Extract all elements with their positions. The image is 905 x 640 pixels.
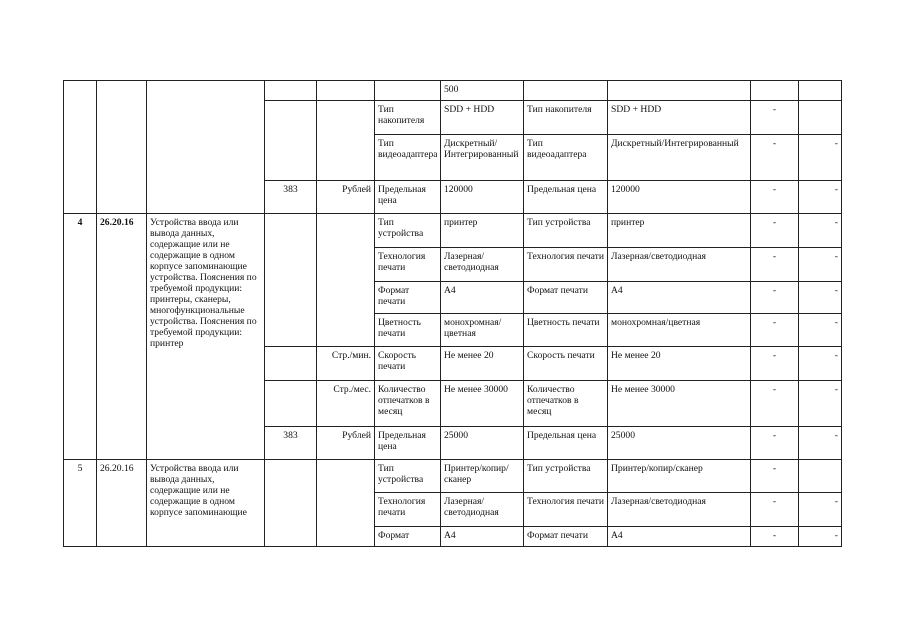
mark-cell: - [799, 493, 842, 527]
characteristic-cell: Скорость печати [375, 347, 441, 381]
value-cell: Принтер/копир/сканер [608, 460, 751, 493]
unit-cell [317, 460, 375, 547]
characteristic-cell: Формат печати [524, 282, 608, 314]
value-cell: А4 [441, 527, 524, 547]
mark-cell: - [751, 527, 799, 547]
unit-cell [317, 81, 375, 101]
mark-cell: - [799, 381, 842, 427]
okei-code-cell [265, 214, 317, 347]
value-cell: Дискретный/Интегрированный [608, 135, 751, 181]
unit-cell: Стр./мес. [317, 381, 375, 427]
mark-cell [751, 81, 799, 101]
characteristic-cell: Тип устройства [375, 460, 441, 493]
characteristic-cell: Цветность печати [375, 314, 441, 347]
characteristic-cell: Предельная цена [375, 181, 441, 214]
mark-cell: - [799, 314, 842, 347]
mark-cell: - [799, 427, 842, 460]
mark-cell: - [799, 282, 842, 314]
mark-cell: - [751, 493, 799, 527]
value-cell: 25000 [608, 427, 751, 460]
okei-code-cell: 383 [265, 427, 317, 460]
characteristic-cell: Тип устройства [375, 214, 441, 248]
mark-cell [799, 81, 842, 101]
characteristic-cell: Тип видеоадаптера [375, 135, 441, 181]
value-cell: Дискретный/Интегрированный [441, 135, 524, 181]
characteristic-cell: Технология печати [375, 493, 441, 527]
value-cell: А4 [608, 527, 751, 547]
mark-cell: - [799, 135, 842, 181]
mark-cell: - [799, 248, 842, 282]
okei-code-cell: 383 [265, 181, 317, 214]
table-row [64, 81, 842, 101]
product-name-cell: Устройства ввода или вывода данных, содержащие или не содержащие в одном корпусе запоминающие [147, 460, 265, 547]
unit-cell: Стр./мин. [317, 347, 375, 381]
characteristic-cell: Цветность печати [524, 314, 608, 347]
product-name-cell [147, 81, 265, 214]
mark-cell: - [799, 214, 842, 248]
value-cell: Не менее 30000 [441, 381, 524, 427]
mark-cell: - [751, 135, 799, 181]
characteristic-cell: Скорость печати [524, 347, 608, 381]
characteristic-cell: Формат печати [524, 527, 608, 547]
characteristic-cell: Тип накопителя [524, 101, 608, 135]
okei-code-cell [265, 347, 317, 381]
characteristic-cell: Технология печати [524, 493, 608, 527]
okei-code-cell [265, 381, 317, 427]
okei-code-cell [265, 101, 317, 181]
value-cell: монохромная/цветная [441, 314, 524, 347]
mark-cell: - [751, 314, 799, 347]
okei-code-cell [265, 81, 317, 101]
value-cell: 25000 [441, 427, 524, 460]
characteristic-cell: Технология печати [524, 248, 608, 282]
value-cell: Лазерная/светодиодная [608, 248, 751, 282]
characteristic-cell: Предельная цена [524, 181, 608, 214]
characteristic-cell: Формат печати [375, 282, 441, 314]
mark-cell: - [799, 181, 842, 214]
okei-code-cell [265, 460, 317, 547]
unit-cell: Рублей [317, 181, 375, 214]
table-row [64, 460, 842, 493]
mark-cell: - [751, 101, 799, 135]
okpd-code-cell: 26.20.16 [97, 214, 147, 460]
value-cell: Лазерная/светодиодная [441, 493, 524, 527]
value-cell: Лазерная/светодиодная [608, 493, 751, 527]
unit-cell: Рублей [317, 427, 375, 460]
value-cell: SDD + HDD [608, 101, 751, 135]
characteristic-cell: Количество отпечатков в месяц [375, 381, 441, 427]
mark-cell: - [751, 248, 799, 282]
product-name-cell: Устройства ввода или вывода данных, содержащие или не содержащие в одном корпусе запоминающие устройства. Пояснения по требуемой продукции: принтеры, сканеры, многофункциональные устройства. Пояснения по требуемой продукции: принтер [147, 214, 265, 460]
mark-cell [799, 101, 842, 135]
row-number-cell: 5 [64, 460, 97, 547]
value-cell: Лазерная/светодиодная [441, 248, 524, 282]
value-cell: 500 [441, 81, 524, 101]
characteristic-cell [524, 81, 608, 101]
row-number-cell: 4 [64, 214, 97, 460]
mark-cell: - [751, 460, 799, 493]
value-cell: Принтер/копир/сканер [441, 460, 524, 493]
mark-cell: - [751, 214, 799, 248]
mark-cell: - [751, 282, 799, 314]
value-cell: 120000 [608, 181, 751, 214]
characteristic-cell: Предельная цена [375, 427, 441, 460]
characteristic-cell: Предельная цена [524, 427, 608, 460]
mark-cell: - [751, 427, 799, 460]
characteristic-cell: Тип устройства [524, 460, 608, 493]
mark-cell: - [751, 347, 799, 381]
mark-cell: - [751, 181, 799, 214]
characteristic-cell: Количество отпечатков в месяц [524, 381, 608, 427]
value-cell: принтер [608, 214, 751, 248]
value-cell: Не менее 20 [441, 347, 524, 381]
mark-cell: - [799, 347, 842, 381]
okpd-code-cell [97, 81, 147, 214]
value-cell [608, 81, 751, 101]
mark-cell: - [799, 527, 842, 547]
value-cell: А4 [441, 282, 524, 314]
value-cell: 120000 [441, 181, 524, 214]
characteristic-cell: Технология печати [375, 248, 441, 282]
characteristic-cell: Формат [375, 527, 441, 547]
table-row [64, 214, 842, 248]
specification-table [63, 80, 842, 547]
okpd-code-cell: 26.20.16 [97, 460, 147, 547]
unit-cell [317, 101, 375, 181]
characteristic-cell: Тип устройства [524, 214, 608, 248]
characteristic-cell: Тип видеоадаптера [524, 135, 608, 181]
row-number-cell [64, 81, 97, 214]
characteristic-cell: Тип накопителя [375, 101, 441, 135]
value-cell: Не менее 20 [608, 347, 751, 381]
value-cell: А4 [608, 282, 751, 314]
unit-cell [317, 214, 375, 347]
mark-cell [799, 460, 842, 493]
value-cell: Не менее 30000 [608, 381, 751, 427]
value-cell: SDD + HDD [441, 101, 524, 135]
characteristic-cell [375, 81, 441, 101]
value-cell: принтер [441, 214, 524, 248]
mark-cell: - [751, 381, 799, 427]
value-cell: монохромная/цветная [608, 314, 751, 347]
